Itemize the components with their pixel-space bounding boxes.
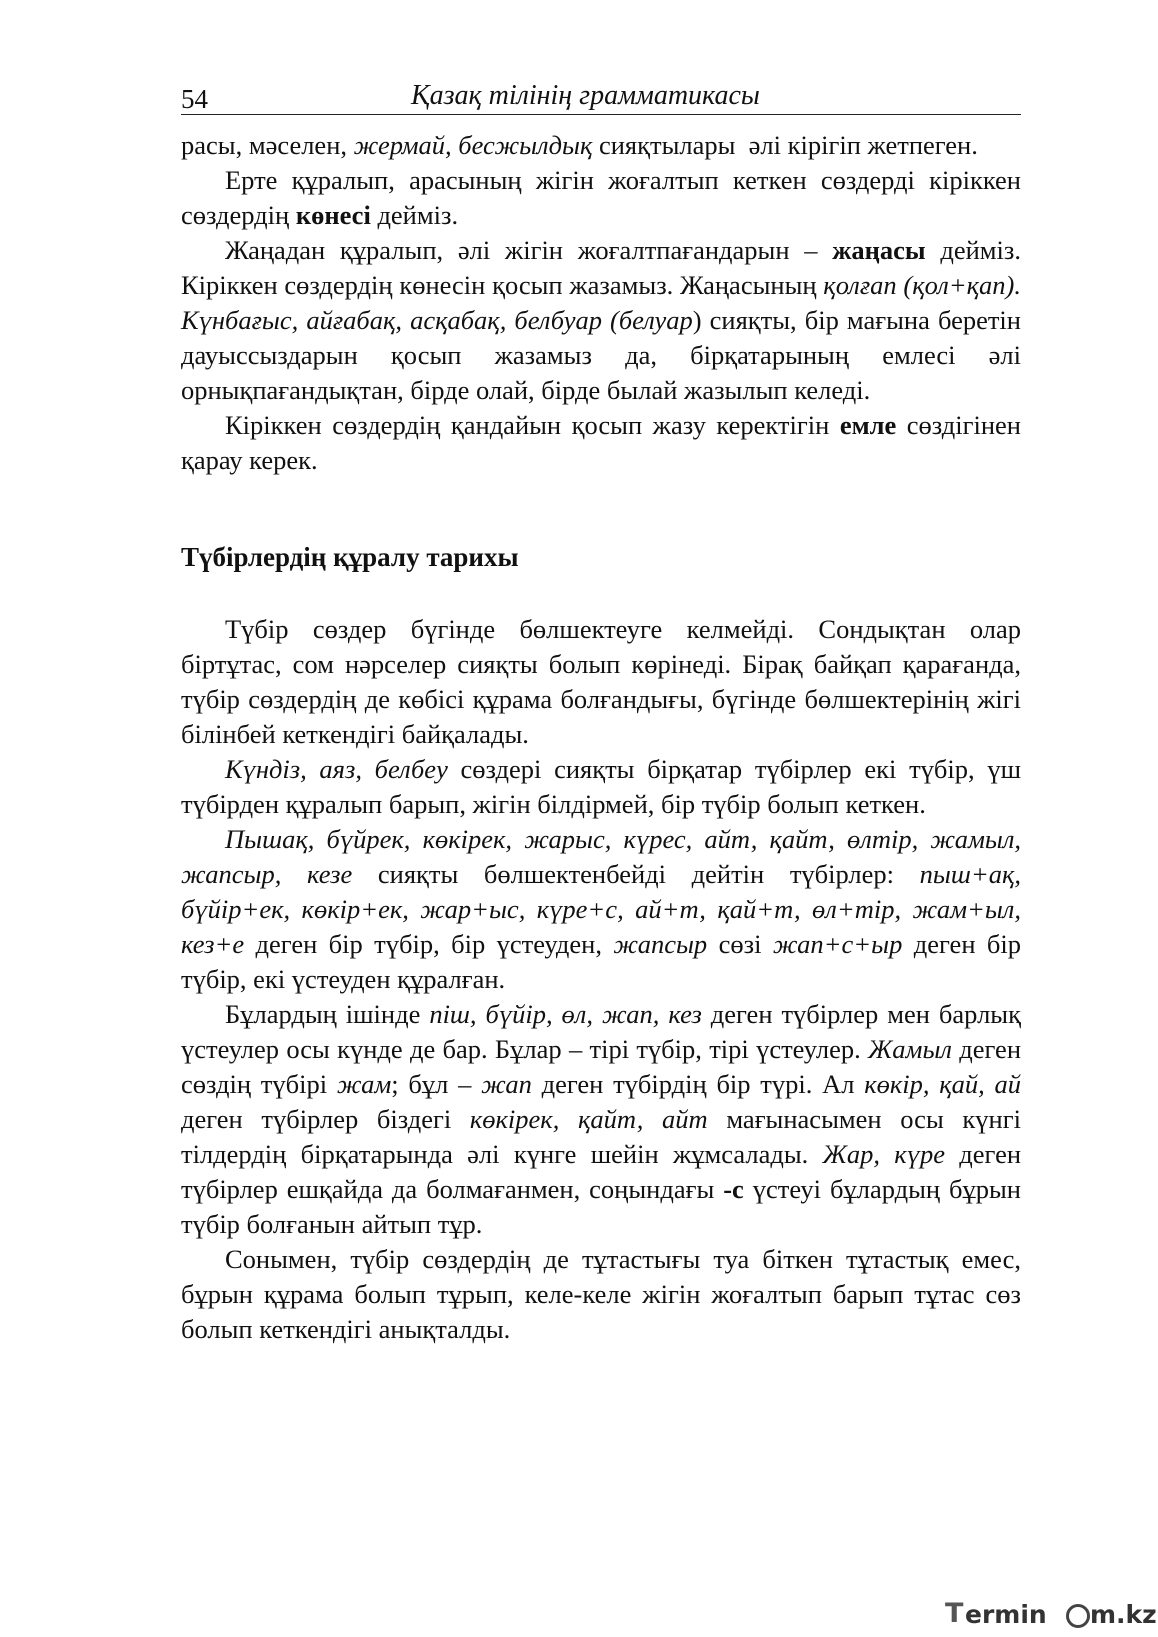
paragraph: расы, мәселен, жермай, бесжылдық сияқтылары әлі кірігіп жетпеген. (181, 130, 978, 160)
paragraph: Кіріккен сөздердің қандайын қосып жазу керектігін емле сөздігінен қарау керек. (181, 410, 1021, 475)
termincom-logo (945, 1598, 1157, 1632)
logo-text: ermin (965, 1600, 1047, 1629)
paragraph: Күндіз, аяз, белбеу сөздері сияқты бірқатар түбірлер екі түбір, үш түбірден құралып барып, жігін білдірмей, бір түбір болып кеткен. (181, 754, 1021, 819)
page-content (181, 128, 1021, 1347)
section-title: Түбірлердің құралу тарихы (181, 542, 519, 572)
paragraph: Жаңадан құралып, әлі жігін жоғалтпағандарын – жаңасы дейміз. Кіріккен сөздердің көнесін қосып жазамыз. Жаңасының қолғап (қол+қап). Күнбағыс, айғабақ, асқабақ, белбуар (белуар) сияқты, бір мағына беретін дауыссыздарын қосып жазамыз да, бірқатарының емлесі әлі орнықпағандықтан, бірде олай, бірде былай жазылып келеді. (181, 235, 1021, 405)
logo-circle-icon (1066, 1604, 1090, 1628)
page-number: 54 (181, 84, 208, 114)
paragraph: Пышақ, бүйрек, көкірек, жарыс, күрес, айт, қайт, өлтір, жамыл, жапсыр, кезе сияқты бөлшектенбейді дейтін түбірлер: пыш+ақ, бүйір+ек, көкір+ек, жар+ыс, күре+с, ай+т, қай+т, өл+тір, жам+ыл, кез+е деген бір түбір, бір үстеуден, жапсыр сөзі жап+с+ыр деген бір түбір, екі үстеуден құралған. (181, 824, 1022, 994)
logo-letter: T (945, 1598, 964, 1629)
paragraph: Ерте құралып, арасының жігін жоғалтып кеткен сөздерді кіріккен сөздердің көнесі дейміз. (181, 165, 1021, 230)
page-header (181, 80, 1021, 115)
logo-domain: m.kz (1090, 1600, 1157, 1629)
paragraph: Бұлардың ішінде піш, бүйір, өл, жап, кез деген түбірлер мен барлық үстеулер осы күнде де бар. Бұлар – тірі түбір, тірі үстеулер. Жамыл деген сөздің түбірі жам; бұл – жап деген түбірдің бір түрі. Ал көкір, қай, ай деген түбірлер біздегі көкірек, қайт, айт мағынасымен осы күнгі тілдердің бірқатарында әлі күнге шейін жұмсалады. Жар, күре деген түбірлер ешқайда да болмағанмен, соңындағы -с үстеуі бұлардың бұрын түбір болғанын айтып тұр. (181, 999, 1022, 1239)
running-title: Қазақ тілінің грамматикасы (411, 80, 760, 111)
paragraph: Сонымен, түбір сөздердің де тұтастығы туа біткен тұтастық емес, бұрын құрама болып тұрып, келе-келе жігін жоғалтып барып тұтас сөз болып кеткендігі анықталды. (181, 1244, 1021, 1344)
paragraph: Түбір сөздер бүгінде бөлшектеуге келмейді. Сондықтан олар біртұтас, сом нәрселер сияқты болып көрінеді. Бірақ байқап қарағанда, түбір сөздердің де көбісі құрама болғандығы, бүгінде бөлшектерінің жігі білінбей кеткендігі байқалады. (181, 614, 1021, 749)
